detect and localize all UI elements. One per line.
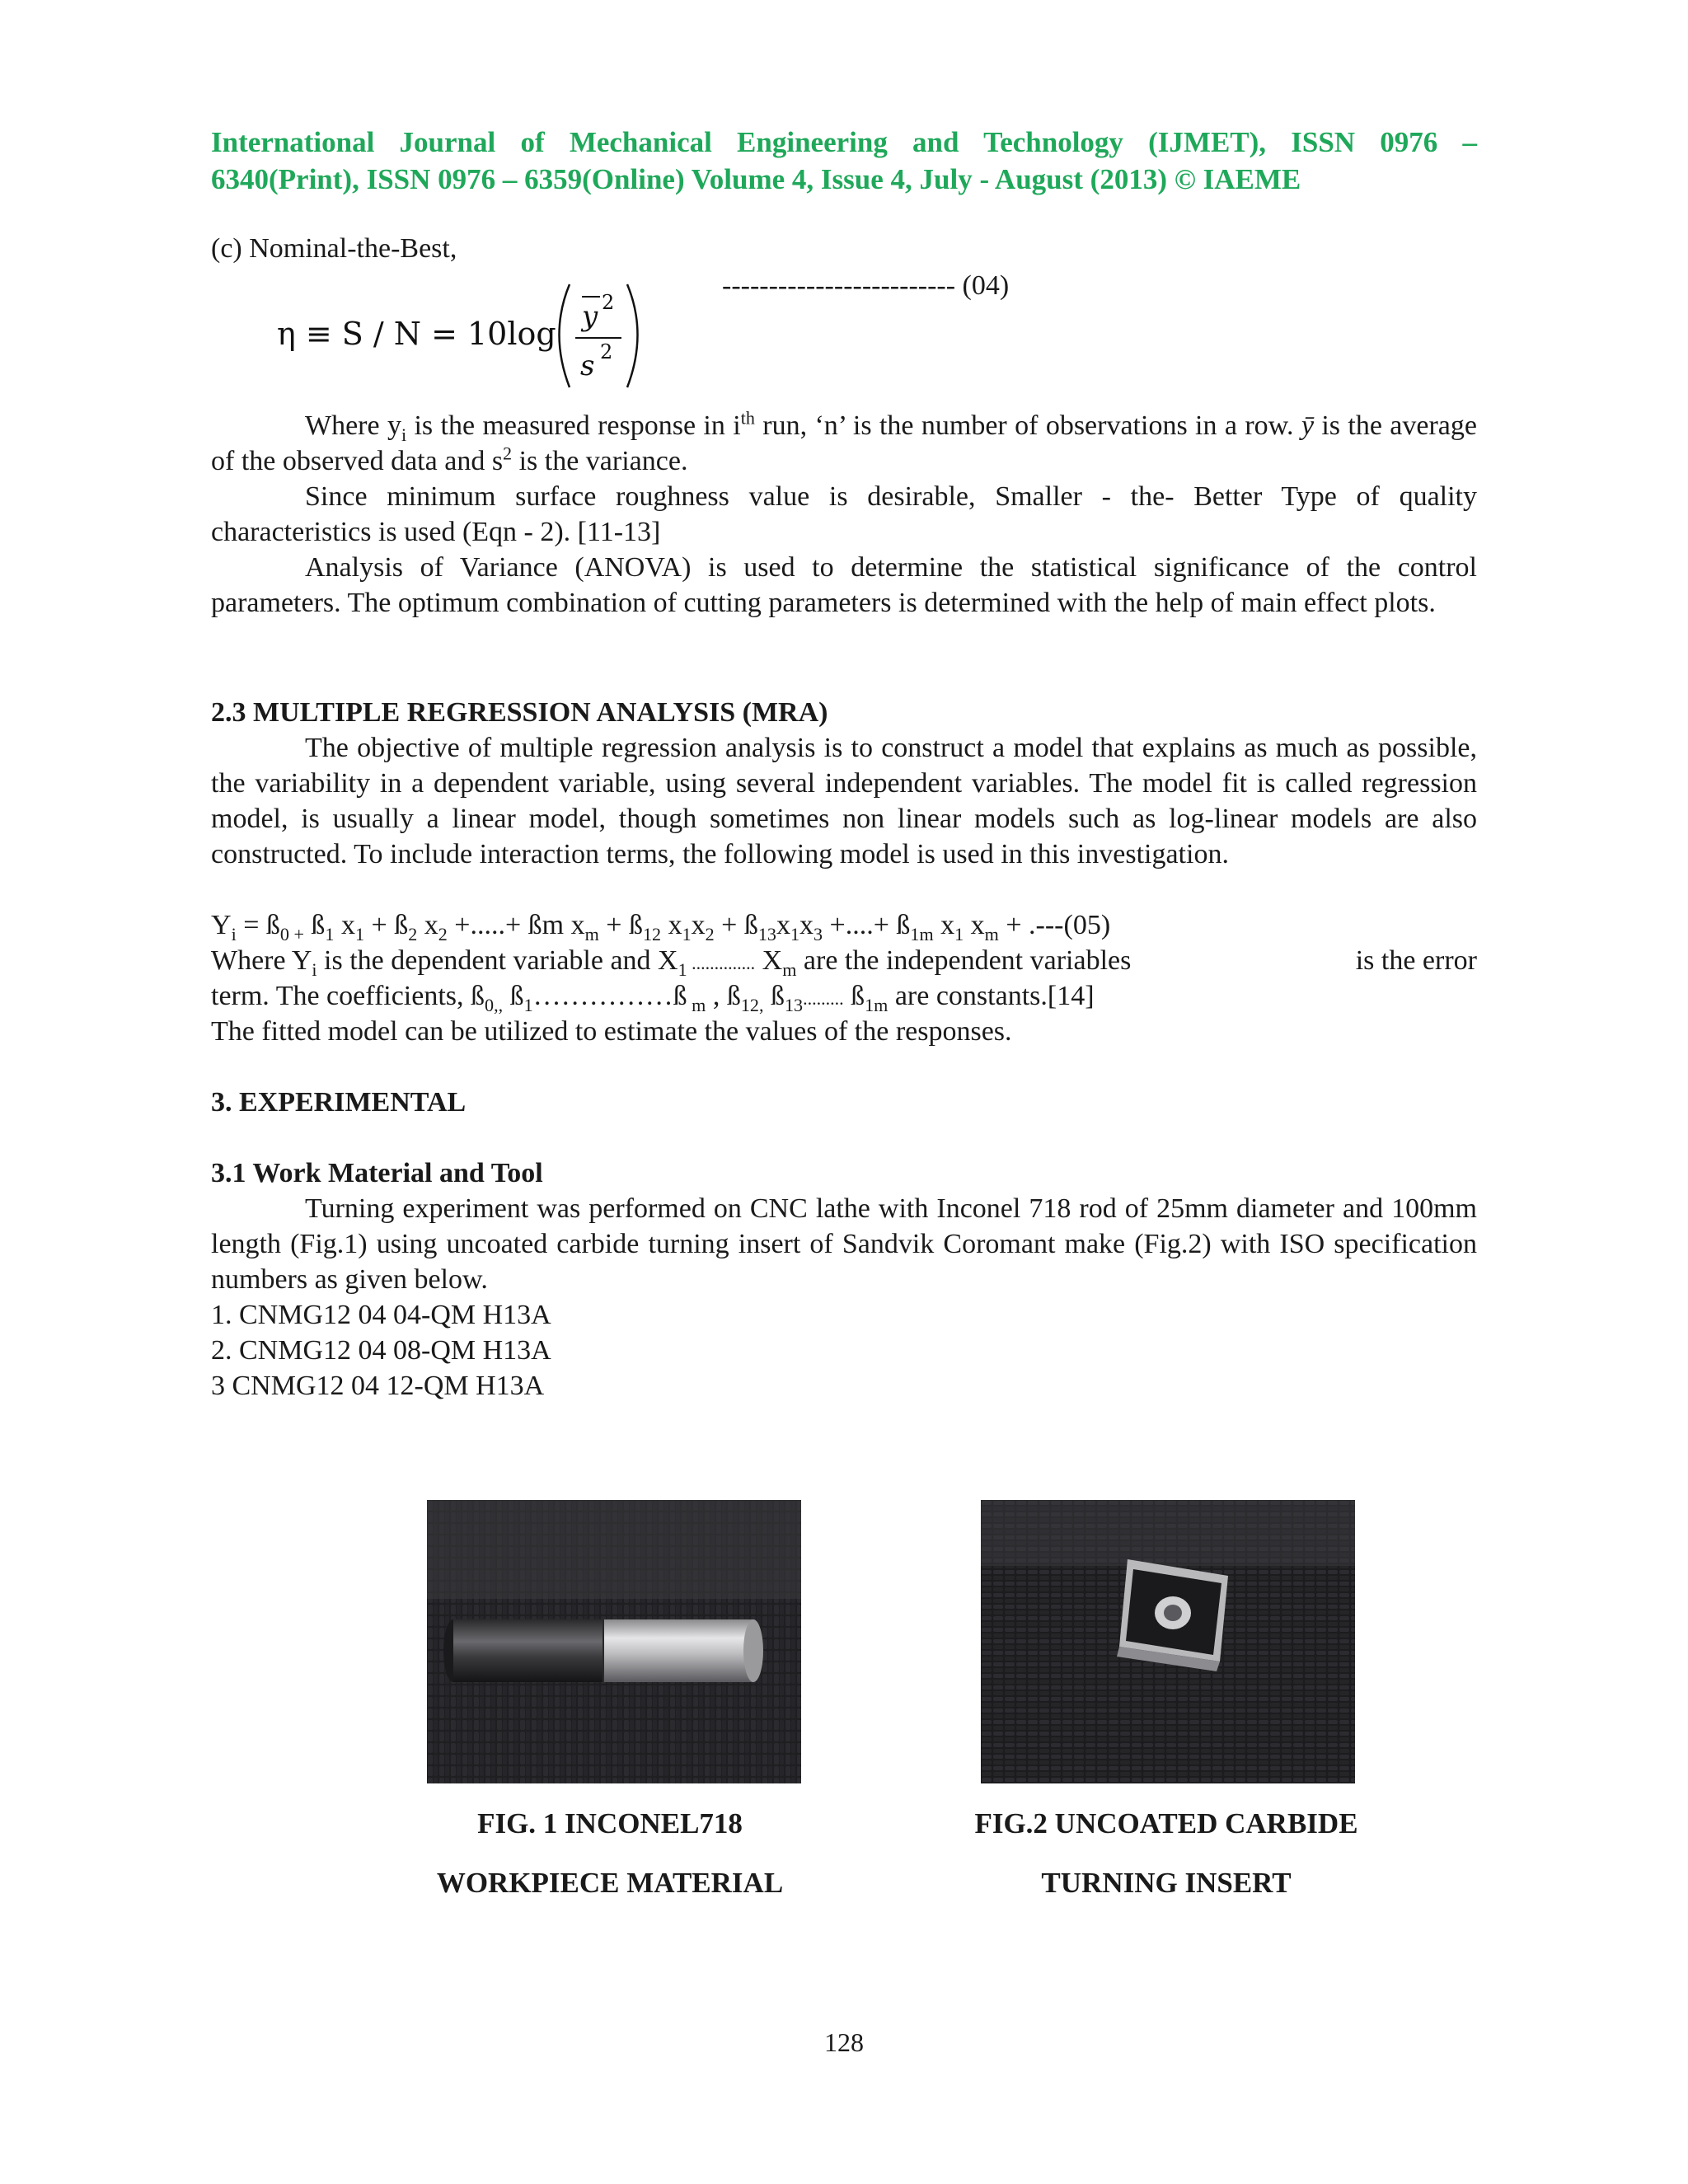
- ybar-symbol: ȳ: [1301, 410, 1314, 441]
- fig1-inconel-rod-photo: [427, 1500, 801, 1783]
- para-mra: The objective of multiple regression analysis is to construct a model that explains as much as possible, the variability in a dependent variable, using several independent variables. The model fit is called regression model, is usually a linear model, though sometimes non linear models such as log-linear models are also constructed. To include interaction terms, the following model is used in this investigation.: [211, 733, 1477, 869]
- journal-header-line2: 6340(Print), ISSN 0976 – 6359(Online) Volume 4, Issue 4, July - August (2013) © IAEME: [211, 163, 1301, 195]
- fig2-caption-line1: FIG.2 UNCOATED CARBIDE: [974, 1807, 1358, 1840]
- formula-lhs: η ≡ S / N = 10log: [277, 316, 556, 352]
- formula-numerator-power: 2: [602, 291, 615, 314]
- list-item: 3 CNMG12 04 12-QM H13A: [211, 1371, 545, 1401]
- para-anova: Analysis of Variance (ANOVA) is used to determine the statistical significance of the control parameters. The optimum combination of cutting parameters is determined with the help of main effect plots.: [211, 552, 1477, 618]
- fig1-caption-line1: FIG. 1 INCONEL718: [477, 1807, 743, 1840]
- para-smaller-better: Since minimum surface roughness value is desirable, Smaller - the- Better Type of quality characteristics is used (Eqn - 2). [11-13]: [211, 481, 1477, 547]
- fig2-caption-line2: TURNING INSERT: [1041, 1867, 1292, 1899]
- sn-ratio-formula: [277, 272, 640, 396]
- coefficients-line: term. The coefficients, $ß_{0,,}$ $ß_1\dots\dots\dots\dots\dots ß$ $_m$ , $ß_{12,}$ $ß_{13}$......... $ß_{1m}$ are constants.[14]: [211, 981, 1095, 1015]
- fig1-caption: [396, 1805, 824, 1901]
- section-heading-experimental: 3. EXPERIMENTAL: [211, 1087, 467, 1118]
- nominal-label: (c) Nominal-the-Best,: [211, 233, 457, 264]
- list-item: 2. CNMG12 04 08-QM H13A: [211, 1335, 551, 1366]
- list-item: 1. CNMG12 04 04-QM H13A: [211, 1300, 551, 1330]
- fig2-caption: [948, 1805, 1385, 1901]
- journal-header-line1: International Journal of Mechanical Engineering and Technology (IJMET), ISSN 0976 –: [211, 126, 1477, 158]
- spec-list: [211, 1297, 551, 1404]
- fig2-carbide-insert-photo: [981, 1500, 1355, 1783]
- formula-denominator-power: 2: [600, 340, 613, 363]
- fig1-caption-line2: WORKPIECE MATERIAL: [436, 1867, 784, 1899]
- sn-formula-graphic: [277, 272, 640, 396]
- formula-denominator: s: [580, 349, 595, 382]
- formula-left-paren: [560, 284, 570, 387]
- formula-numerator: y: [582, 300, 598, 333]
- para-where-yi: Where $y_i$ is the measured response in $i^{th}$ run, ‘n’ is the number of observations in a row. ȳ is the average of the observed data and $s^2$ is the variance.: [211, 407, 1477, 476]
- insert-illustration: [981, 1500, 1355, 1783]
- page-number: 128: [824, 2027, 864, 2057]
- rod-illustration: [427, 1500, 801, 1783]
- regression-equation: $Y_i$ = $ß_{0 +}$ $ß_1$ $x_1$ + $ß_2$ $x_2$ +.....+ ßm $x_m$ + $ß_{12}$ $x_1x_2$ + $ß_{13}x_1x_3$ +....+ $ß_{1m}$ $x_1$ $x_m + .---(05)$: [211, 910, 1111, 944]
- fitted-model-line: The fitted model can be utilized to estimate the values of the responses.: [211, 1016, 1012, 1047]
- where-line: Where $Y_i$ is the dependent variable and $X_1$ .............. $X_m$ are the independent variables is the error: [211, 945, 1477, 980]
- journal-header: [211, 124, 1477, 198]
- section-heading-work-material: 3.1 Work Material and Tool: [211, 1158, 543, 1188]
- section-heading-mra: 2.3 MULTIPLE REGRESSION ANALYSIS (MRA): [211, 697, 828, 728]
- equation-number-04: ------------------------- (04): [722, 270, 1010, 301]
- para-turning-experiment: Turning experiment was performed on CNC lathe with Inconel 718 rod of 25mm diameter and 100mm length (Fig.1) using uncoated carbide turning insert of Sandvik Coromant make (Fig.2) with ISO specification numbers as given below.: [211, 1193, 1477, 1295]
- formula-right-paren: [627, 284, 638, 387]
